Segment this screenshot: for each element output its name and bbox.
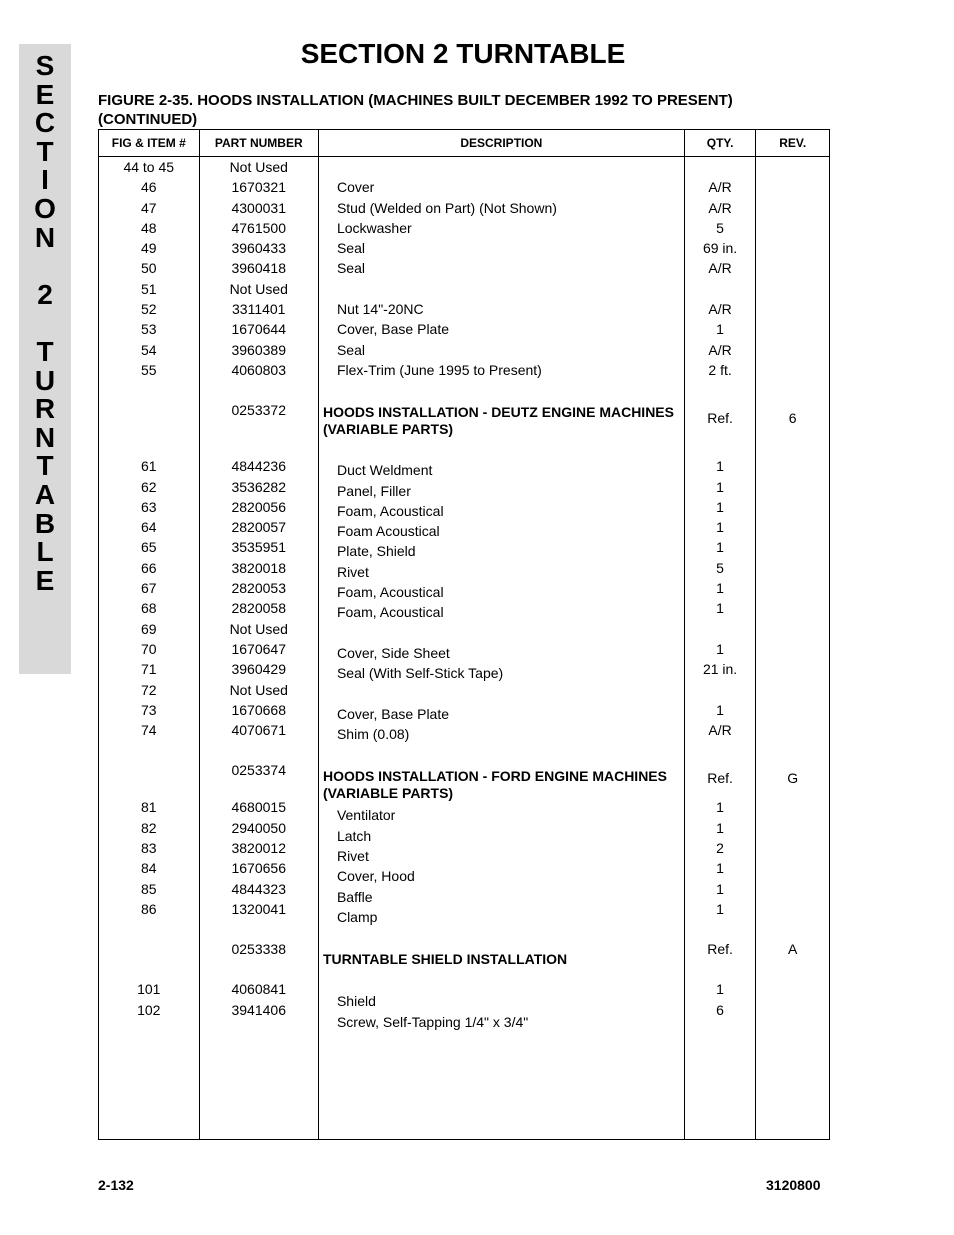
item-description: Rivet	[336, 848, 369, 865]
item-revision	[756, 680, 829, 700]
row-spacer	[99, 959, 199, 979]
item-number: 81	[140, 799, 157, 816]
item-description	[319, 684, 684, 704]
row-spacer	[319, 927, 684, 947]
item-revision	[756, 198, 829, 218]
item-description: Shim (0.08)	[336, 726, 410, 743]
header-part: PART NUMBER	[199, 130, 318, 157]
item-number: 101	[137, 981, 161, 998]
item-revision	[756, 340, 829, 360]
part-number: 1670321	[231, 179, 286, 196]
item-description: Shield	[336, 993, 376, 1010]
page-number: 2-132	[98, 1177, 134, 1193]
part-number: 4761500	[231, 219, 286, 236]
side-tab-letter: U	[34, 364, 56, 396]
qty-column	[684, 157, 756, 1140]
rev-column	[756, 157, 830, 1140]
group-heading	[319, 768, 684, 805]
figure-title-line2: (CONTINUED)	[98, 111, 198, 128]
part-number: 3820012	[231, 840, 286, 857]
part-number: 3941406	[231, 1001, 286, 1018]
side-tab-letter: S	[35, 50, 55, 81]
section-side-tab	[19, 44, 71, 674]
item-revision	[756, 598, 829, 618]
item-description: Rivet	[336, 563, 369, 580]
item-number: 70	[140, 640, 157, 657]
parts-table	[98, 129, 830, 1140]
item-quantity	[685, 680, 756, 700]
side-tab-letter: I	[41, 164, 49, 196]
item-description: Seal (With Self-Stick Tape)	[336, 665, 504, 682]
part-number: 4680015	[231, 799, 286, 816]
row-spacer	[756, 740, 829, 760]
item-number: 53	[140, 321, 157, 338]
part-number: 2820057	[231, 519, 286, 536]
side-tab-letter: T	[36, 335, 54, 367]
item-revision	[756, 299, 829, 319]
document-number: 3120800	[766, 1177, 821, 1193]
item-revision	[756, 177, 829, 197]
item-number: 82	[140, 819, 157, 836]
item-quantity: 1	[716, 580, 724, 597]
header-desc: DESCRIPTION	[318, 130, 684, 157]
item-quantity: 1	[716, 458, 724, 475]
item-revision	[756, 979, 829, 999]
item-revision	[756, 700, 829, 720]
item-description	[319, 157, 684, 177]
side-tab-letter: O	[34, 192, 56, 224]
item-revision	[756, 639, 829, 659]
item-quantity: 1	[716, 880, 724, 897]
row-spacer	[200, 380, 318, 400]
side-tab-letter: N	[34, 221, 56, 253]
item-description: Screw, Self-Tapping 1/4" x 3/4"	[336, 1013, 529, 1030]
item-revision	[756, 899, 829, 919]
row-spacer	[200, 959, 318, 979]
group-heading-line2: (VARIABLE PARTS)	[322, 421, 454, 438]
header-rev: REV.	[756, 130, 830, 157]
item-description: Stud (Welded on Part) (Not Shown)	[336, 199, 557, 216]
item-revision	[756, 258, 829, 278]
row-spacer	[756, 380, 829, 400]
item-number	[99, 939, 199, 959]
row-spacer	[99, 740, 199, 760]
item-number: 48	[140, 219, 157, 236]
part-number: 4300031	[231, 199, 286, 216]
item-description: Foam, Acoustical	[336, 584, 444, 601]
item-quantity	[685, 619, 756, 639]
part-number: 4844236	[231, 458, 286, 475]
item-number: 73	[140, 701, 157, 718]
item-description: Cover, Base Plate	[336, 705, 450, 722]
part-number: 1670668	[231, 701, 286, 718]
part-number: 3960418	[231, 260, 286, 277]
item-quantity: A/R	[708, 199, 732, 216]
item-number: 44 to 45	[123, 159, 175, 175]
side-tab-letter: N	[34, 421, 56, 453]
part-number: 3960429	[231, 661, 286, 678]
item-quantity: 1	[716, 600, 724, 617]
item-revision	[756, 838, 829, 858]
part-number: 1670647	[231, 640, 286, 657]
item-quantity: 1	[716, 701, 724, 718]
part-number: 3820018	[231, 559, 286, 576]
item-quantity: 1	[716, 539, 724, 556]
group-heading-line1: HOODS INSTALLATION - FORD ENGINE MACHINES	[322, 768, 667, 785]
item-revision	[756, 619, 829, 639]
item-quantity: 2 ft.	[708, 361, 732, 378]
side-tab-letter: A	[34, 478, 56, 510]
side-tab-letter: B	[34, 507, 56, 539]
group-revision: 6	[788, 410, 797, 427]
item-quantity: 1	[716, 819, 724, 836]
item-number: 68	[140, 600, 157, 617]
row-spacer	[685, 380, 756, 400]
group-heading-line1: TURNTABLE SHIELD INSTALLATION	[322, 951, 568, 968]
item-number	[99, 400, 199, 456]
row-spacer	[685, 740, 756, 760]
item-revision	[756, 578, 829, 598]
item-description: Plate, Shield	[336, 543, 416, 560]
group-revision: G	[787, 770, 799, 787]
table-body-row	[99, 157, 830, 1140]
part-number: 4070671	[231, 722, 286, 739]
item-number	[99, 760, 199, 797]
item-description: Seal	[336, 240, 365, 257]
item-description: Flex-Trim (June 1995 to Present)	[336, 361, 542, 378]
item-quantity: 21 in.	[702, 661, 738, 678]
item-quantity: 1	[716, 519, 724, 536]
item-number: 85	[140, 880, 157, 897]
group-quantity: Ref.	[707, 770, 733, 787]
part-number: Not Used	[229, 620, 288, 637]
side-tab-letter: R	[34, 393, 56, 425]
item-description: Clamp	[336, 908, 378, 925]
part-number: 1670656	[231, 860, 286, 877]
item-number: 74	[140, 722, 157, 739]
item-quantity: 1	[716, 640, 724, 657]
row-spacer	[200, 740, 318, 760]
item-revision	[756, 456, 829, 476]
header-qty: QTY.	[684, 130, 756, 157]
item-revision	[756, 477, 829, 497]
item-number: 46	[140, 179, 157, 196]
item-number: 52	[140, 301, 157, 318]
item-quantity: 5	[716, 219, 724, 236]
group-part-number: 0253372	[231, 402, 286, 419]
item-description: Cover, Hood	[336, 868, 415, 885]
item-number: 47	[140, 199, 157, 216]
item-description: Cover	[336, 179, 375, 196]
item-number: 65	[140, 539, 157, 556]
item-number: 51	[140, 280, 157, 297]
item-number: 64	[140, 519, 157, 536]
item-number: 72	[140, 681, 157, 698]
item-number: 71	[140, 661, 157, 678]
item-quantity: A/R	[708, 301, 732, 318]
side-tab-letter: T	[36, 135, 54, 167]
item-number: 50	[140, 260, 157, 277]
item-quantity: 6	[716, 1001, 724, 1018]
part-number: 2940050	[231, 819, 286, 836]
row-spacer	[756, 959, 829, 979]
row-spacer	[319, 971, 684, 991]
item-quantity: A/R	[708, 722, 732, 739]
item-revision	[756, 517, 829, 537]
side-tab-letter: L	[36, 536, 54, 568]
item-number: 102	[137, 1001, 161, 1018]
item-number: 55	[140, 361, 157, 378]
item-quantity: 1	[716, 478, 724, 495]
item-revision	[756, 659, 829, 679]
item-revision	[756, 720, 829, 740]
item-description: Lockwasher	[336, 219, 412, 236]
item-quantity: 1	[716, 799, 724, 816]
table-header-row	[99, 130, 830, 157]
item-description	[319, 279, 684, 299]
row-spacer	[200, 919, 318, 939]
item-description: Baffle	[336, 888, 373, 905]
part-column	[199, 157, 318, 1140]
group-revision: A	[788, 941, 798, 958]
side-tab-letter: E	[35, 78, 55, 110]
item-revision	[756, 218, 829, 238]
item-quantity	[685, 279, 756, 299]
side-tab-letter: E	[35, 564, 55, 596]
part-number: Not Used	[229, 681, 288, 698]
item-quantity: 1	[716, 981, 724, 998]
part-number: 3536282	[231, 478, 286, 495]
page-title: SECTION 2 TURNTABLE	[300, 38, 626, 69]
part-number: 1670644	[231, 321, 286, 338]
item-number: 69	[140, 620, 157, 637]
side-tab-letters	[19, 52, 71, 595]
item-description: Cover, Side Sheet	[336, 644, 450, 661]
group-quantity: Ref.	[707, 410, 733, 427]
item-quantity: A/R	[708, 179, 732, 196]
item-description: Seal	[336, 341, 365, 358]
desc-column	[318, 157, 684, 1140]
group-heading-line2: (VARIABLE PARTS)	[322, 785, 454, 802]
item-quantity: 1	[716, 498, 724, 515]
part-number: 2820053	[231, 580, 286, 597]
row-spacer	[99, 380, 199, 400]
item-number: 62	[140, 478, 157, 495]
item-revision	[756, 558, 829, 578]
item-number: 63	[140, 498, 157, 515]
row-spacer	[685, 919, 756, 939]
item-description: Latch	[336, 827, 372, 844]
item-revision	[756, 1000, 829, 1020]
item-revision	[756, 497, 829, 517]
part-number: 3960433	[231, 240, 286, 257]
part-number: 3311401	[232, 301, 286, 318]
side-tab-letter: 2	[37, 278, 53, 310]
figure-title-line1: FIGURE 2-35. HOODS INSTALLATION (MACHINES BUILT DECEMBER 1992 TO PRESENT)	[98, 92, 733, 109]
part-number: Not Used	[229, 280, 288, 297]
item-revision	[756, 818, 829, 838]
item-number: 61	[140, 458, 157, 475]
item-quantity: 5	[716, 559, 724, 576]
group-heading	[319, 951, 684, 971]
item-revision	[756, 238, 829, 258]
item-quantity: A/R	[708, 341, 732, 358]
item-number: 86	[140, 900, 157, 917]
item-revision	[756, 879, 829, 899]
part-number: 2820058	[231, 600, 286, 617]
header-fig: FIG & ITEM #	[99, 130, 200, 157]
group-quantity: Ref.	[707, 941, 733, 958]
item-description: Seal	[336, 260, 365, 277]
item-revision	[756, 279, 829, 299]
row-spacer	[685, 959, 756, 979]
item-number: 66	[140, 559, 157, 576]
group-heading-line1: HOODS INSTALLATION - DEUTZ ENGINE MACHINES	[322, 404, 674, 421]
fig-column	[99, 157, 200, 1140]
item-quantity	[685, 157, 756, 177]
item-quantity: A/R	[708, 260, 732, 277]
item-description: Duct Weldment	[336, 462, 433, 479]
part-number: 4060803	[231, 361, 286, 378]
part-number: 4844323	[231, 880, 286, 897]
item-description: Panel, Filler	[336, 482, 411, 499]
item-description: Foam Acoustical	[336, 523, 440, 540]
group-part-number: 0253374	[231, 762, 286, 779]
item-revision	[756, 537, 829, 557]
part-number: 3535951	[231, 539, 286, 556]
item-revision	[756, 797, 829, 817]
item-number: 54	[140, 341, 157, 358]
item-number: 67	[140, 580, 157, 597]
group-heading	[319, 404, 684, 460]
item-number: 49	[140, 240, 157, 257]
row-spacer	[756, 919, 829, 939]
item-revision	[756, 858, 829, 878]
part-number: Not Used	[229, 159, 288, 175]
item-quantity: 1	[716, 900, 724, 917]
part-number: 2820056	[231, 498, 286, 515]
side-tab-letter: T	[36, 450, 54, 482]
part-number: 3960389	[231, 341, 286, 358]
part-number: 1320041	[231, 900, 286, 917]
group-part-number: 0253338	[231, 941, 286, 958]
item-number: 83	[140, 840, 157, 857]
row-spacer	[99, 919, 199, 939]
side-tab-letter: C	[34, 107, 56, 139]
figure-title	[98, 91, 733, 129]
item-revision	[756, 360, 829, 380]
row-spacer	[319, 744, 684, 764]
row-spacer	[319, 380, 684, 400]
item-description: Foam, Acoustical	[336, 604, 444, 621]
item-description: Foam, Acoustical	[336, 502, 444, 519]
item-description	[319, 623, 684, 643]
part-number: 4060841	[231, 981, 286, 998]
item-quantity: 1	[716, 321, 724, 338]
item-quantity: 1	[716, 860, 724, 877]
item-number: 84	[140, 860, 157, 877]
item-description: Ventilator	[336, 807, 396, 824]
item-quantity: 69 in.	[702, 240, 738, 257]
item-quantity: 2	[716, 840, 724, 857]
item-revision	[756, 319, 829, 339]
side-tab-letter	[19, 309, 71, 338]
item-description: Cover, Base Plate	[336, 321, 450, 338]
item-description: Nut 14"-20NC	[336, 301, 424, 318]
item-revision	[756, 157, 829, 177]
side-tab-letter	[19, 252, 71, 281]
